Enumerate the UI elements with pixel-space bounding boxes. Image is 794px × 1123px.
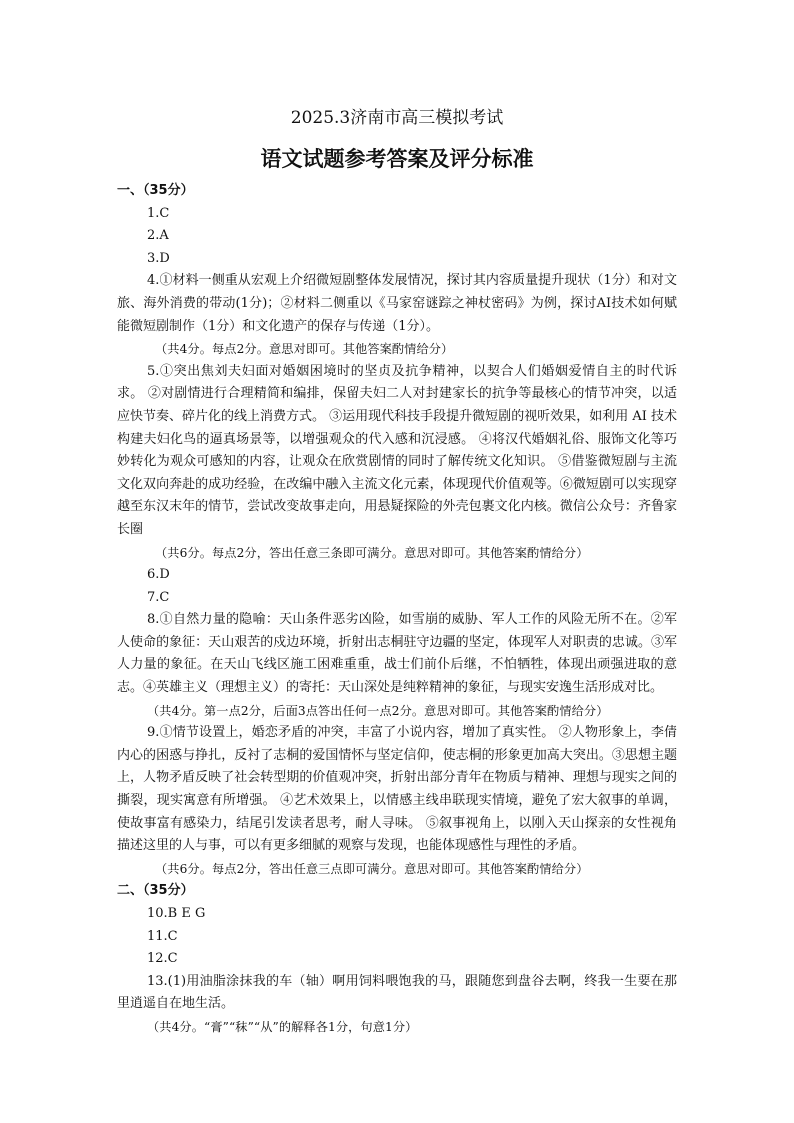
scoring-note-8: （共4分。第一点2分，后面3点答出任何一点2分。意思对即可。其他答案酌情给分）: [147, 703, 609, 718]
section-heading-1: 一、（35分）: [117, 183, 194, 198]
answer-12: 12.C: [147, 951, 178, 967]
answer-4: 4.①材料一侧重从宏观上介绍微短剧整体发展情况，探讨其内容质量提升现状（1分）和对文旅、海外消费的带动(1分)；②材料二侧重以《马家窑谜踪之神杖密码》为例，探讨AI技术如何赋能微短剧制作（1分）和文化遗产的保存与传递（1分）。: [117, 273, 677, 334]
answer-content: [117, 180, 677, 1039]
answer-5: 5.①突出焦刘夫妇面对婚姻困境时的坚贞及抗争精神，以契合人们婚姻爱情自主的时代诉求。 ②对剧情进行合理精简和编排，保留夫妇二人对封建家长的抗争等最核心的情节冲突，以适应快节奏、碎片化的线上消费方式。 ③运用现代科技手段提升微短剧的视听效果，如利用 AI 技术构建夫妇化鸟的逼真场景等，以增强观众的代入感和沉浸感。 ④将汉代婚姻礼俗、服饰文化等巧妙转化为观众可感知的内容，让观众在欣赏剧情的同时了解传统文化知识。 ⑤借鉴微短剧与主流文化双向奔赴的成功经验，在改编中融入主流文化元素，体现现代价值观等。⑥微短剧可以实现穿越至东汉末年的情节，尝试改变故事走向，用悬疑探险的外壳包裹文化内核。微信公众号：齐鲁家长圈: [117, 363, 677, 537]
answer-6: 6.D: [147, 567, 170, 583]
answer-2: 2.A: [147, 228, 169, 244]
scoring-note-4: （共4分。每点2分。意思对即可。其他答案酌情给分）: [155, 342, 454, 357]
scoring-note-5: （共6分。每点2分，答出任意三条即可满分。意思对即可。其他答案酌情给分）: [155, 545, 589, 560]
answer-8: 8.①自然力量的隐喻：天山条件恶劣凶险，如雪崩的威胁、军人工作的风险无所不在。②军人使命的象征：天山艰苦的戍边环境，折射出志桐驻守边疆的坚定，体现军人对职责的忠诚。③军人力量的象征。在天山飞线区施工困难重重，战士们前仆后继，不怕牺牲，体现出顽强进取的意志。④英雄主义（理想主义）的寄托：天山深处是纯粹精神的象征，与现实安逸生活形成对比。: [117, 612, 677, 696]
answer-11: 11.C: [147, 928, 178, 944]
section-heading-2: 二、（35分）: [117, 883, 194, 899]
answer-9: 9.①情节设置上，婚恋矛盾的冲突，丰富了小说内容，增加了真实性。 ②人物形象上，李倩内心的困惑与挣扎，反衬了志桐的爱国情怀与坚定信仰，使志桐的形象更加高大突出。③思想主题上，人物矛盾反映了社会转型期的价值观冲突，折射出部分青年在物质与精神、理想与现实之间的撕裂，现实寓意有所增强。 ④艺术效果上，以情感主线串联现实情境，避免了宏大叙事的单调，使故事富有感染力，结尾引发读者思考，耐人寻味。 ⑤叙事视角上，以刚入天山探亲的女性视角描述这里的人与事，可以有更多细腻的观察与发现，也能体现感性与理性的矛盾。: [117, 725, 677, 854]
document-subtitle: 语文试题参考答案及评分标准: [260, 147, 534, 171]
answer-10: 10.B E G: [147, 906, 206, 921]
scoring-note-13: （共4分。“膏”“秣”“从”的解释各1分，句意1分）: [147, 1019, 418, 1034]
answer-1: 1.C: [147, 205, 170, 221]
answer-3: 3.D: [147, 250, 170, 266]
answer-7: 7.C: [147, 589, 170, 605]
answer-13: 13.(1)用油脂涂抹我的车（轴）啊用饲料喂饱我的马，跟随您到盘谷去啊，终我一生要在那里逍遥自在地生活。: [117, 973, 677, 1012]
scoring-note-9: （共6分。每点2分，答出任意三点即可满分。意思对即可。其他答案酌情给分）: [155, 861, 589, 876]
exam-title: 2025.3济南市高三模拟考试: [290, 108, 504, 128]
